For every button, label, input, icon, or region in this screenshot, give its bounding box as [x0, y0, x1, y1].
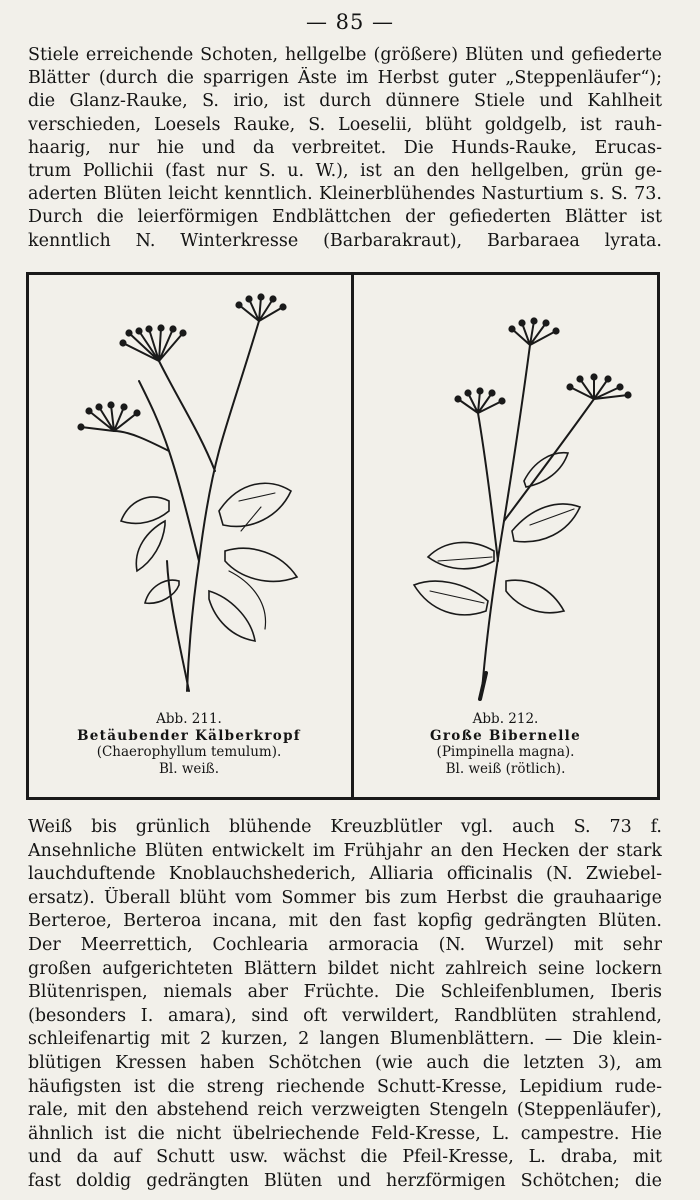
text-line: Durch die leierförmigen Endblättchen der gefiederten Blätter ist [28, 207, 662, 228]
bloom-color: Bl. weiß. [159, 760, 219, 777]
figure-212-caption [354, 711, 657, 777]
text-line: aderten Blüten leicht kenntlich. Kleinerblühendes Nasturtium s. S. 73. [28, 184, 662, 205]
chaerophyllum-illustration [29, 281, 349, 701]
plant-common-name: Betäubender Kälberkropf [77, 727, 301, 744]
figure-number: Abb. 212. [472, 711, 539, 727]
figure-212 [354, 275, 657, 797]
text-line: Ansehnliche Blüten entwickelt im Frühjahr an den Hecken der stark [28, 840, 662, 861]
bottom-paragraph [28, 816, 662, 1194]
text-line: Blätter (durch die sparrigen Äste im Herbst guter „Steppenläufer“); [28, 68, 662, 89]
pimpinella-illustration [354, 281, 657, 701]
text-line: lauchduftende Knoblauchshederich, Alliaria officinalis (N. Zwiebel- [28, 864, 662, 885]
text-line: kenntlich N. Winterkresse (Barbarakraut), Barbaraea lyrata. [28, 230, 662, 251]
text-line: schleifenartig mit 2 kurzen, 2 langen Blumenblättern. — Die klein- [28, 1029, 662, 1050]
text-line: verschieden, Loesels Rauke, S. Loeselii, blüht goldgelb, ist rauh- [28, 114, 662, 135]
text-line: und da auf Schutt usw. wächst die Pfeil-Kresse, L. draba, mit [28, 1147, 662, 1168]
figure-211 [29, 275, 349, 797]
illustration-plate [26, 272, 660, 800]
text-line: Weiß bis grünlich blühende Kreuzblütler vgl. auch S. 73 f. [28, 817, 662, 837]
text-line: Der Meerrettich, Cochlearia armoracia (N. Wurzel) mit sehr [28, 934, 662, 955]
text-line: rale, mit den abstehend reich verzweigten Stengeln (Steppenläufer), [28, 1100, 662, 1121]
text-line: die Glanz-Rauke, S. irio, ist durch dünnere Stiele und Kahlheit [28, 91, 662, 112]
text-line: ersatz). Überall blüht vom Sommer bis zum Herbst die grauhaarige [28, 887, 662, 908]
text-line: häufigsten ist die streng riechende Schutt-Kresse, Lepidium rude- [28, 1076, 662, 1097]
figure-211-caption [29, 711, 349, 777]
text-line: haarig, nur hie und da verbreitet. Die Hunds-Rauke, Erucas- [28, 137, 662, 158]
plant-latin-name: (Chaerophyllum temulum). [96, 744, 282, 760]
top-paragraph [28, 44, 662, 253]
text-line: Blütenrispen, niemals aber Früchte. Die Schleifenblumen, Iberis [28, 982, 662, 1003]
bloom-color: Bl. weiß (rötlich). [445, 760, 566, 777]
text-line: Stiele erreichende Schoten, hellgelbe (größere) Blüten und gefiederte [28, 45, 662, 65]
figure-number: Abb. 211. [156, 711, 222, 727]
text-line: Berteroe, Berteroa incana, mit den fast kopfig gedrängten Blüten. [28, 911, 662, 932]
text-line: (besonders I. amara), sind oft verwildert, Randblüten strahlend, [28, 1005, 662, 1026]
text-line: trum Pollichii (fast nur S. u. W.), ist an den hellgelben, grün ge- [28, 161, 662, 182]
plant-common-name: Große Bibernelle [430, 727, 581, 744]
plant-latin-name: (Pimpinella magna). [436, 744, 575, 760]
page-number: — 85 — [305, 10, 395, 34]
text-line: fast doldig gedrängten Blüten und herzförmigen Schötchen; die [28, 1170, 662, 1191]
text-line: ähnlich ist die nicht übelriechende Feld-Kresse, L. campestre. Hie [28, 1123, 662, 1144]
text-line: blütigen Kressen haben Schötchen (wie auch die letzten 3), am [28, 1052, 662, 1073]
text-line: großen aufgerichteten Blättern bildet nicht zahlreich seine lockern [28, 958, 662, 979]
